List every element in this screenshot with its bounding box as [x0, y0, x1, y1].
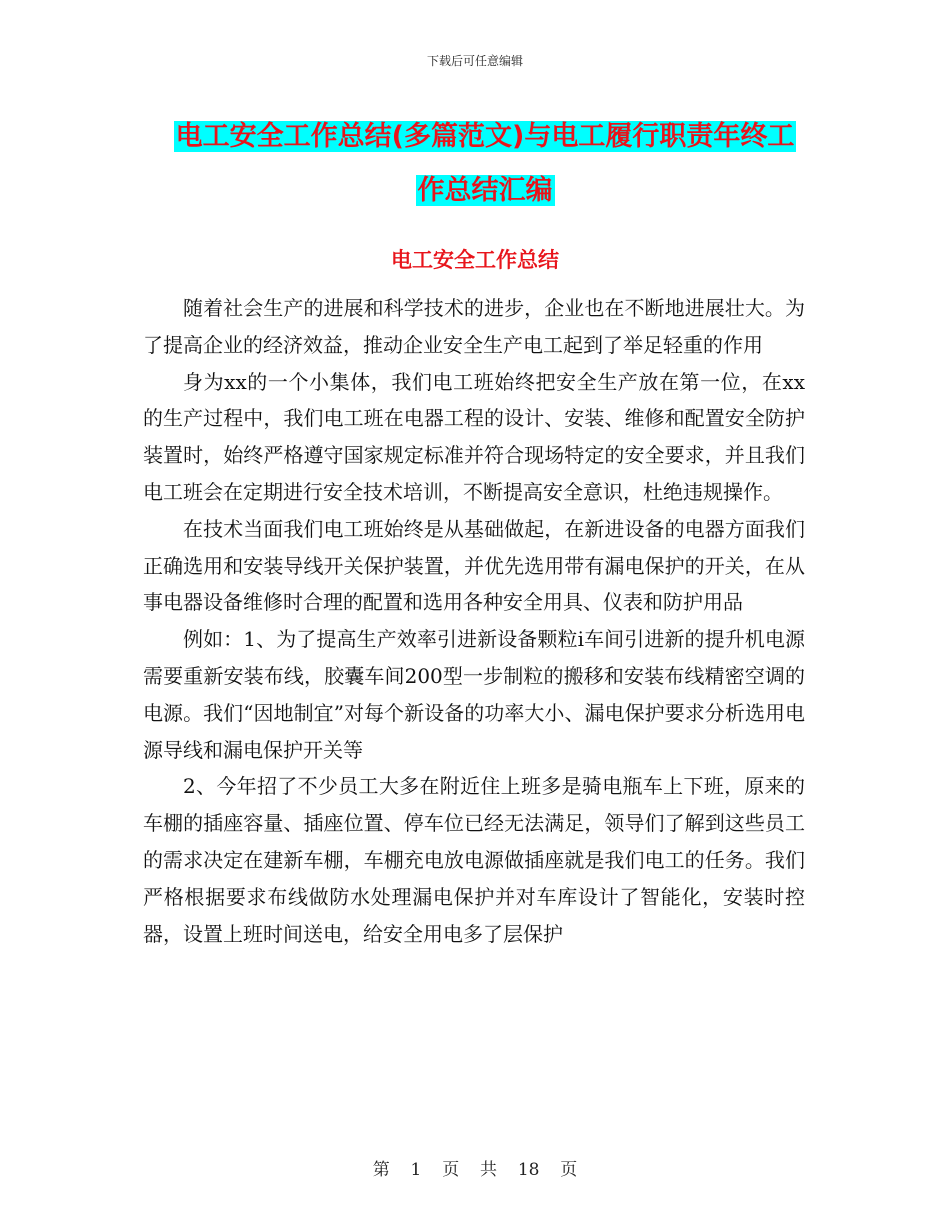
document-title: [150, 110, 820, 218]
paragraph: 随着社会生产的进展和科学技术的进步，企业也在不断地进展壮大。为了提高企业的经济效益，推动企业安全生产电工起到了举足轻重的作用: [143, 296, 805, 357]
section-title: 电工安全工作总结: [391, 248, 559, 272]
footer-suffix: 页: [560, 1160, 578, 1180]
paragraph: 身为xx的一个小集体，我们电工班始终把安全生产放在第一位，在xx的生产过程中，我们电工班在电器工程的设计、安装、维修和配置安全防护装置时，始终严格遵守国家规定标准并符合现场特定的安全要求，并且我们电工班会在定期进行安全技术培训，不断提高安全意识，杜绝违规操作。: [143, 369, 805, 504]
footer-total-word: 共: [480, 1160, 497, 1180]
footer-total-pages: 18: [517, 1160, 540, 1180]
paragraph: 2、今年招了不少员工大多在附近住上班多是骑电瓶车上下班，原来的车棚的插座容量、插座位置、停车位已经无法满足，领导们了解到这些员工的需求决定在建新车棚，车棚充电放电源做插座就是我们电工的任务。我们严格根据要求布线做防水处理漏电保护并对车库设计了智能化，安装时控器，设置上班时间送电，给安全用电多了层保护: [143, 774, 805, 946]
footer-page-word: 页: [442, 1160, 460, 1180]
page-footer: [0, 1155, 950, 1180]
footer-current-page: 1: [410, 1160, 422, 1180]
paragraph: 在技术当面我们电工班始终是从基础做起，在新进设备的电器方面我们正确选用和安装导线开关保护装置，并优先选用带有漏电保护的开关，在从事电器设备维修时合理的配置和选用各种安全用具、仪表和防护用品: [143, 516, 805, 615]
paragraph: 例如：1、为了提高生产效率引进新设备颗粒ⅰ车间引进新的提升机电源需要重新安装布线，胶囊车间200型一步制粒的搬移和安装布线精密空调的电源。我们“因地制宜”对每个新设备的功率大小、漏电保护要求分析选用电源导线和漏电保护开关等: [143, 627, 805, 762]
document-title-line-2: 作总结汇编: [417, 175, 553, 206]
document-title-line-1: 电工安全工作总结(多篇范文)与电工履行职责年终工: [175, 121, 795, 152]
header-note: 下载后可任意编辑: [426, 54, 523, 68]
footer-prefix: 第: [372, 1160, 390, 1180]
body-text: [143, 290, 805, 952]
